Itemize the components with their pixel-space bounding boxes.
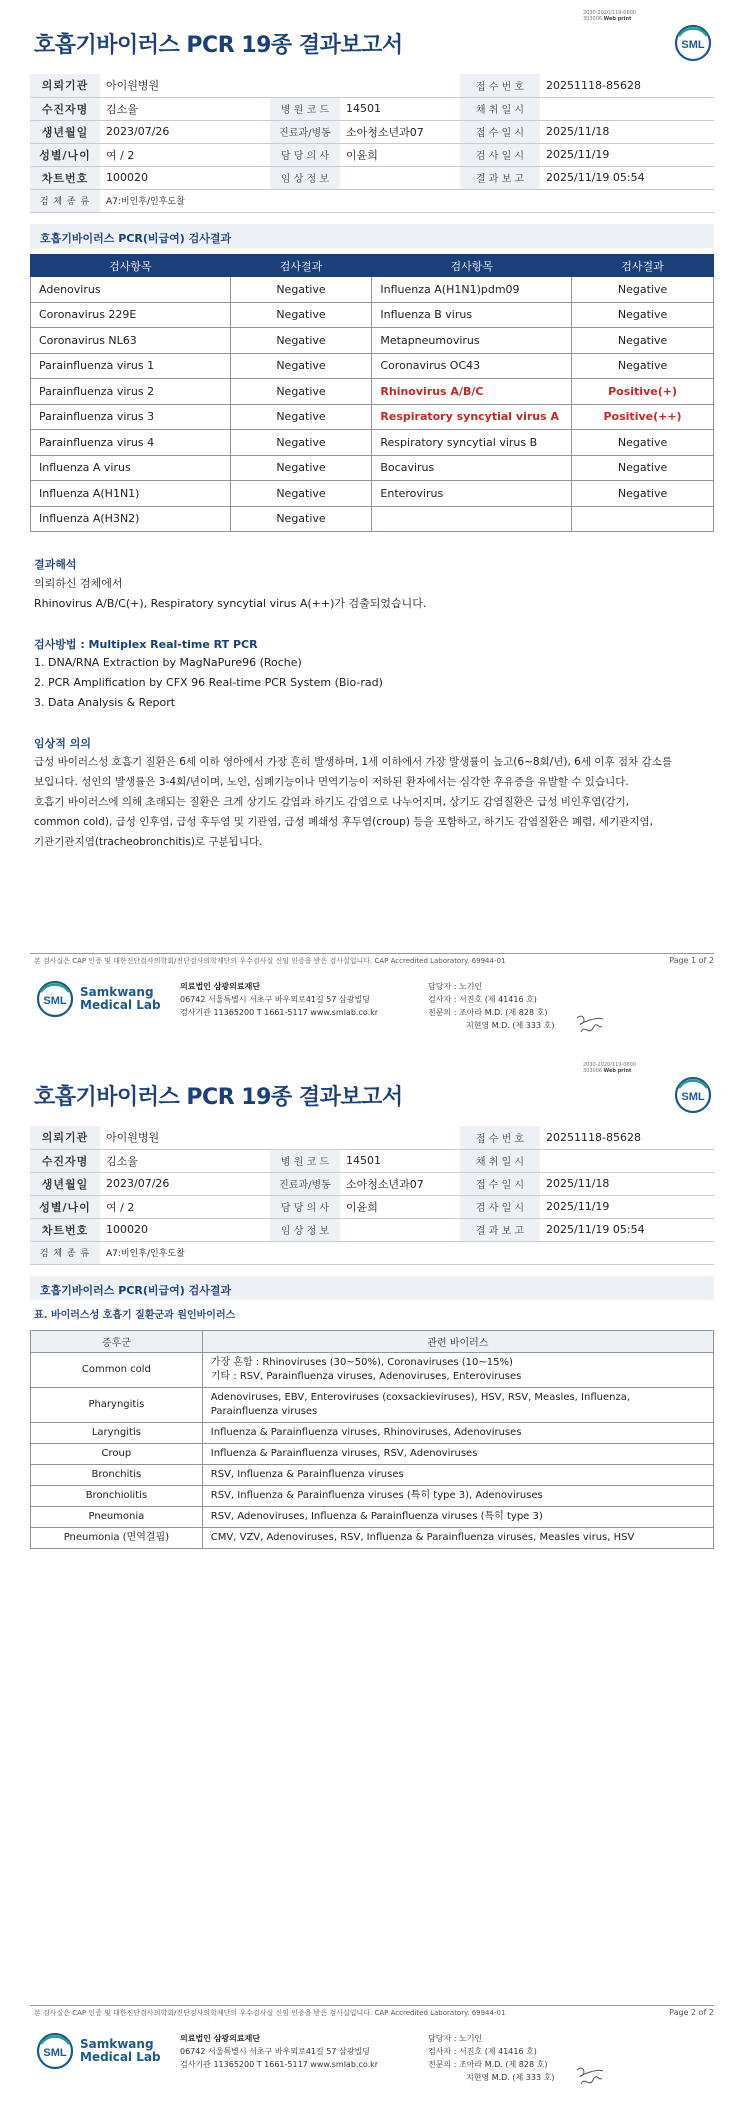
patient-name: 김소율 xyxy=(100,97,270,120)
lab-logo: SML Samkwang Medical Lab xyxy=(36,2032,161,2070)
method-steps: 1. DNA/RNA Extraction by MagNaPure96 (Roche) 2. PCR Amplification by CFX 96 Real-time PCR System (Bio-rad) 3. Data Analysis & Report xyxy=(34,656,383,709)
result-row xyxy=(31,455,714,481)
disease-row xyxy=(31,1528,714,1549)
result-row xyxy=(31,506,714,532)
result-row xyxy=(31,302,714,328)
virus-cell: Influenza & Parainfluenza viruses, Rhinoviruses, Adenoviruses xyxy=(202,1423,713,1444)
test-result: Positive(++) xyxy=(572,404,714,430)
test-result: Negative xyxy=(572,277,714,303)
disease-row xyxy=(31,1423,714,1444)
test-result: Negative xyxy=(230,404,372,430)
page-number: Page 1 of 2 xyxy=(669,956,714,965)
report-title: 호흡기바이러스 PCR 19종 결과보고서 xyxy=(34,1085,403,1110)
syndrome-cell: Bronchiolitis xyxy=(31,1486,203,1507)
test-item: Coronavirus 229E xyxy=(31,302,231,328)
virus-cell: RSV, Influenza & Parainfluenza viruses xyxy=(202,1465,713,1486)
test-result: Negative xyxy=(230,302,372,328)
result-row xyxy=(31,379,714,405)
footer-divider xyxy=(30,2005,714,2006)
test-item: Coronavirus OC43 xyxy=(372,353,572,379)
virus-cell: Adenoviruses, EBV, Enteroviruses (coxsackieviruses), HSV, RSV, Measles, Influenza, Parainfluenza viruses xyxy=(202,1388,713,1423)
clinical-heading: 임상적 의의 xyxy=(34,737,91,750)
report-title: 호흡기바이러스 PCR 19종 결과보고서 xyxy=(34,33,403,58)
disease-row xyxy=(31,1444,714,1465)
syndrome-cell: Laryngitis xyxy=(31,1423,203,1444)
section-title: 호흡기바이러스 PCR(비급여) 검사결과 xyxy=(30,1276,714,1300)
sml-footer-logo-icon xyxy=(36,2032,74,2070)
test-result xyxy=(572,506,714,532)
test-item: Parainfluenza virus 4 xyxy=(31,430,231,456)
lab-logo: SML Samkwang Medical Lab xyxy=(36,980,161,1018)
interpretation-heading: 결과해석 xyxy=(34,558,77,571)
section-title: 호흡기바이러스 PCR(비급여) 검사결과 xyxy=(30,224,714,248)
syndrome-cell: Pneumonia (면역결핍) xyxy=(31,1528,203,1549)
test-result: Negative xyxy=(572,430,714,456)
virus-cell: RSV, Adenoviruses, Influenza & Parainfluenza viruses (특히 type 3) xyxy=(202,1507,713,1528)
clinical-text: 급성 바이러스성 호흡기 질환은 6세 이하 영아에서 가장 흔히 발생하며, 1세 이하에서 가장 발생률이 높고(6~8회/년), 6세 이후 점차 감소를 보입니다. 성인의 발생률은 3-4회/년이며, 노인, 심폐기능이나 면역기능이 저하된 환자에서는 심각한 후유증을 유발할 수 있습니다. 호흡기 바이러스에 의해 초래되는 질환은 크게 상기도 감염과 하기도 감염으로 나누어지며, 상기도 감염질환은 급성 비인후염(감기, common cold), 급성 인후염, 급성 후두염 및 기관염, 급성 폐쇄성 후두염(croup) 등을 포함하고, 하기도 감염질환은 폐렴, 세기관지염, 기관기관지염(tracheobronchitis)로 구분됩니다. xyxy=(34,756,672,848)
result-row xyxy=(31,328,714,354)
document-code: 2030-2020/119-0600 303006 Web print xyxy=(582,1062,636,1074)
sml-logo-icon xyxy=(674,24,712,62)
disease-row xyxy=(31,1388,714,1423)
test-result: Negative xyxy=(230,277,372,303)
test-result: Positive(+) xyxy=(572,379,714,405)
test-item: Enterovirus xyxy=(372,481,572,507)
syndrome-cell: Pneumonia xyxy=(31,1507,203,1528)
test-item: Respiratory syncytial virus B xyxy=(372,430,572,456)
interpretation-text: 의뢰하신 검체에서 Rhinovirus A/B/C(+), Respiratory syncytial virus A(++)가 검출되었습니다. xyxy=(34,577,427,610)
disease-row xyxy=(31,1486,714,1507)
svg-text:SML: SML xyxy=(43,995,67,1007)
test-item: Bocavirus xyxy=(372,455,572,481)
test-item: Parainfluenza virus 3 xyxy=(31,404,231,430)
test-result: Negative xyxy=(572,481,714,507)
test-result: Negative xyxy=(230,328,372,354)
test-item: Parainfluenza virus 1 xyxy=(31,353,231,379)
patient-info-table: 의뢰기관 아이원병원 접 수 번 호 20251118-85628 수진자명 김소율 병 원 코 드 14501 채 취 일 시 생년월일 2023/07/26 진료과/병동 소아청소년과07 접 수 일 시 2025/11/18 성별/나이 여 / 2 담 당 의 사 이윤희 검 사 일 시 2025/11/19 차트번호 100020 임 상 정 보 결 과 보 고 2025/11/19 05:54 검 체 종 류 A7:비인후/인후도찰 xyxy=(30,1126,714,1265)
test-result: Negative xyxy=(572,302,714,328)
test-item: Influenza A(H1N1)pdm09 xyxy=(372,277,572,303)
test-result: Negative xyxy=(572,328,714,354)
test-item: Parainfluenza virus 2 xyxy=(31,379,231,405)
test-item: Respiratory syncytial virus A xyxy=(372,404,572,430)
test-item: Adenovirus xyxy=(31,277,231,303)
disease-table-title: 표. 바이러스성 호흡기 질환군과 원인바이러스 xyxy=(34,1310,236,1321)
lab-address: 의료법인 삼광의료재단 06742 서울특별시 서초구 바우뫼로41길 57 삼광빌딩 검사기관 11365200 T 1661-5117 www.smlab.co.kr xyxy=(180,982,379,1017)
svg-text:SML: SML xyxy=(43,2047,67,2059)
signatories: 담당자 : 노기인 검사자 : 서진호 (제 41416 호) 전문의 : 조아라 M.D. (제 828 호) 지현영 M.D. (제 333 호) xyxy=(428,2034,555,2082)
result-row xyxy=(31,353,714,379)
virus-cell: RSV, Influenza & Parainfluenza viruses (특히 type 3), Adenoviruses xyxy=(202,1486,713,1507)
footer-note: 본 검사실은 CAP 인증 및 대한진단검사의학회/진단검사의학재단의 우수검사실 신임 인증을 받은 검사실입니다. CAP Accredited Laboratory. 69944-01 xyxy=(34,957,506,965)
result-row xyxy=(31,481,714,507)
footer-divider xyxy=(30,953,714,954)
virus-cell: Influenza & Parainfluenza viruses, RSV, Adenoviruses xyxy=(202,1444,713,1465)
test-result: Negative xyxy=(230,481,372,507)
test-result: Negative xyxy=(230,506,372,532)
sml-footer-logo-icon xyxy=(36,980,74,1018)
result-row xyxy=(31,277,714,303)
footer-note: 본 검사실은 CAP 인증 및 대한진단검사의학회/진단검사의학재단의 우수검사실 신임 인증을 받은 검사실입니다. CAP Accredited Laboratory. 69944-01 xyxy=(34,2009,506,2017)
test-item: Influenza A(H1N1) xyxy=(31,481,231,507)
signature-icon xyxy=(575,1010,605,1038)
results-table: 검사항목 검사결과 검사항목 검사결과 Adenovirus Negative Influenza A(H1N1)pdm09 Negative Coronavirus 229E Negative Influenza B virus Negative Coronavirus NL63 Negative Metapneumovirus Negative Parainfluenza virus 1 Negative Coronavirus OC43 Negative Parainfluenza virus 2 Negative Rhinovirus A/B/C Positive(+) Parainfluenza virus 3 Negative Respiratory syncytial virus A Positive(++) Parainfluenza virus 4 Negative Respiratory syncytial virus B Negative Influenza A virus Negative Bocavirus Negative Influenza A(H1N1) Negative Enterovirus Negative Influenza A(H3N2) Negative xyxy=(30,254,714,532)
result-row xyxy=(31,430,714,456)
test-result: Negative xyxy=(230,379,372,405)
test-item: Influenza A(H3N2) xyxy=(31,506,231,532)
test-item: Rhinovirus A/B/C xyxy=(372,379,572,405)
institution-value: 아이원병원 xyxy=(100,74,460,97)
disease-virus-table: 증후군 관련 바이러스 Common cold 가장 흔함 : Rhinoviruses (30~50%), Coronaviruses (10~15%) 기타 : RSV, Parainfluenza viruses, Adenoviruses, Enteroviruses Pharyngitis Adenoviruses, EBV, Enteroviruses (coxsackieviruses), HSV, RSV, Measles, Influenza, Parainfluenza viruses Laryngitis Influenza & Parainfluenza viruses, Rhinoviruses, Adenoviruses Croup Influenza & Parainfluenza viruses, RSV, Adenoviruses Bronchitis RSV, Influenza & Parainfluenza viruses Bronchiolitis RSV, Influenza & Parainfluenza viruses (특히 type 3), Adenoviruses Pneumonia RSV, Adenoviruses, Influenza & Parainfluenza viruses (특히 type 3) Pneumonia (면역결핍) CMV, VZV, Adenoviruses, RSV, Influenza & Parainfluenza viruses, Measles virus, HSV xyxy=(30,1330,714,1549)
signature-icon xyxy=(575,2062,605,2090)
test-result: Negative xyxy=(572,455,714,481)
test-item: Coronavirus NL63 xyxy=(31,328,231,354)
virus-cell: CMV, VZV, Adenoviruses, RSV, Influenza & Parainfluenza viruses, Measles virus, HSV xyxy=(202,1528,713,1549)
test-item: Metapneumovirus xyxy=(372,328,572,354)
report-page-2 xyxy=(0,1052,744,2104)
lab-address: 의료법인 삼광의료재단 06742 서울특별시 서초구 바우뫼로41길 57 삼광빌딩 검사기관 11365200 T 1661-5117 www.smlab.co.kr xyxy=(180,2034,379,2069)
virus-cell: 가장 흔함 : Rhinoviruses (30~50%), Coronaviruses (10~15%) 기타 : RSV, Parainfluenza viruses, Adenoviruses, Enteroviruses xyxy=(202,1353,713,1388)
method-heading: 검사방법 : Multiplex Real-time RT PCR xyxy=(34,638,258,651)
disease-row xyxy=(31,1353,714,1388)
signatories: 담당자 : 노기인 검사자 : 서진호 (제 41416 호) 전문의 : 조아라 M.D. (제 828 호) 지현영 M.D. (제 333 호) xyxy=(428,982,555,1030)
syndrome-cell: Bronchitis xyxy=(31,1465,203,1486)
receipt-number: 20251118-85628 xyxy=(540,74,714,97)
test-item xyxy=(372,506,572,532)
test-result: Negative xyxy=(572,353,714,379)
syndrome-cell: Pharyngitis xyxy=(31,1388,203,1423)
test-item: Influenza B virus xyxy=(372,302,572,328)
page-number: Page 2 of 2 xyxy=(669,2008,714,2017)
disease-row xyxy=(31,1465,714,1486)
svg-text:SML: SML xyxy=(681,1091,705,1103)
sml-logo-icon xyxy=(674,1076,712,1114)
document-code: 2030-2020/119-0600 303006 Web print xyxy=(582,10,636,22)
result-row xyxy=(31,404,714,430)
syndrome-cell: Common cold xyxy=(31,1353,203,1388)
test-result: Negative xyxy=(230,430,372,456)
test-result: Negative xyxy=(230,353,372,379)
patient-info-table: 의뢰기관 아이원병원 접 수 번 호 20251118-85628 수진자명 김소율 병 원 코 드 14501 채 취 일 시 생년월일 2023/07/26 진료과/병동 소아청소년과07 접 수 일 시 2025/11/18 성별/나이 여 / 2 담 당 의 사 이윤희 검 사 일 시 2025/11/19 차트번호 100020 임 상 정 보 결 과 보 고 2025/11/19 05:54 검 체 종 류 A7:비인후/인후도찰 xyxy=(30,74,714,213)
syndrome-cell: Croup xyxy=(31,1444,203,1465)
disease-row xyxy=(31,1507,714,1528)
test-result: Negative xyxy=(230,455,372,481)
test-item: Influenza A virus xyxy=(31,455,231,481)
svg-text:SML: SML xyxy=(681,39,705,51)
